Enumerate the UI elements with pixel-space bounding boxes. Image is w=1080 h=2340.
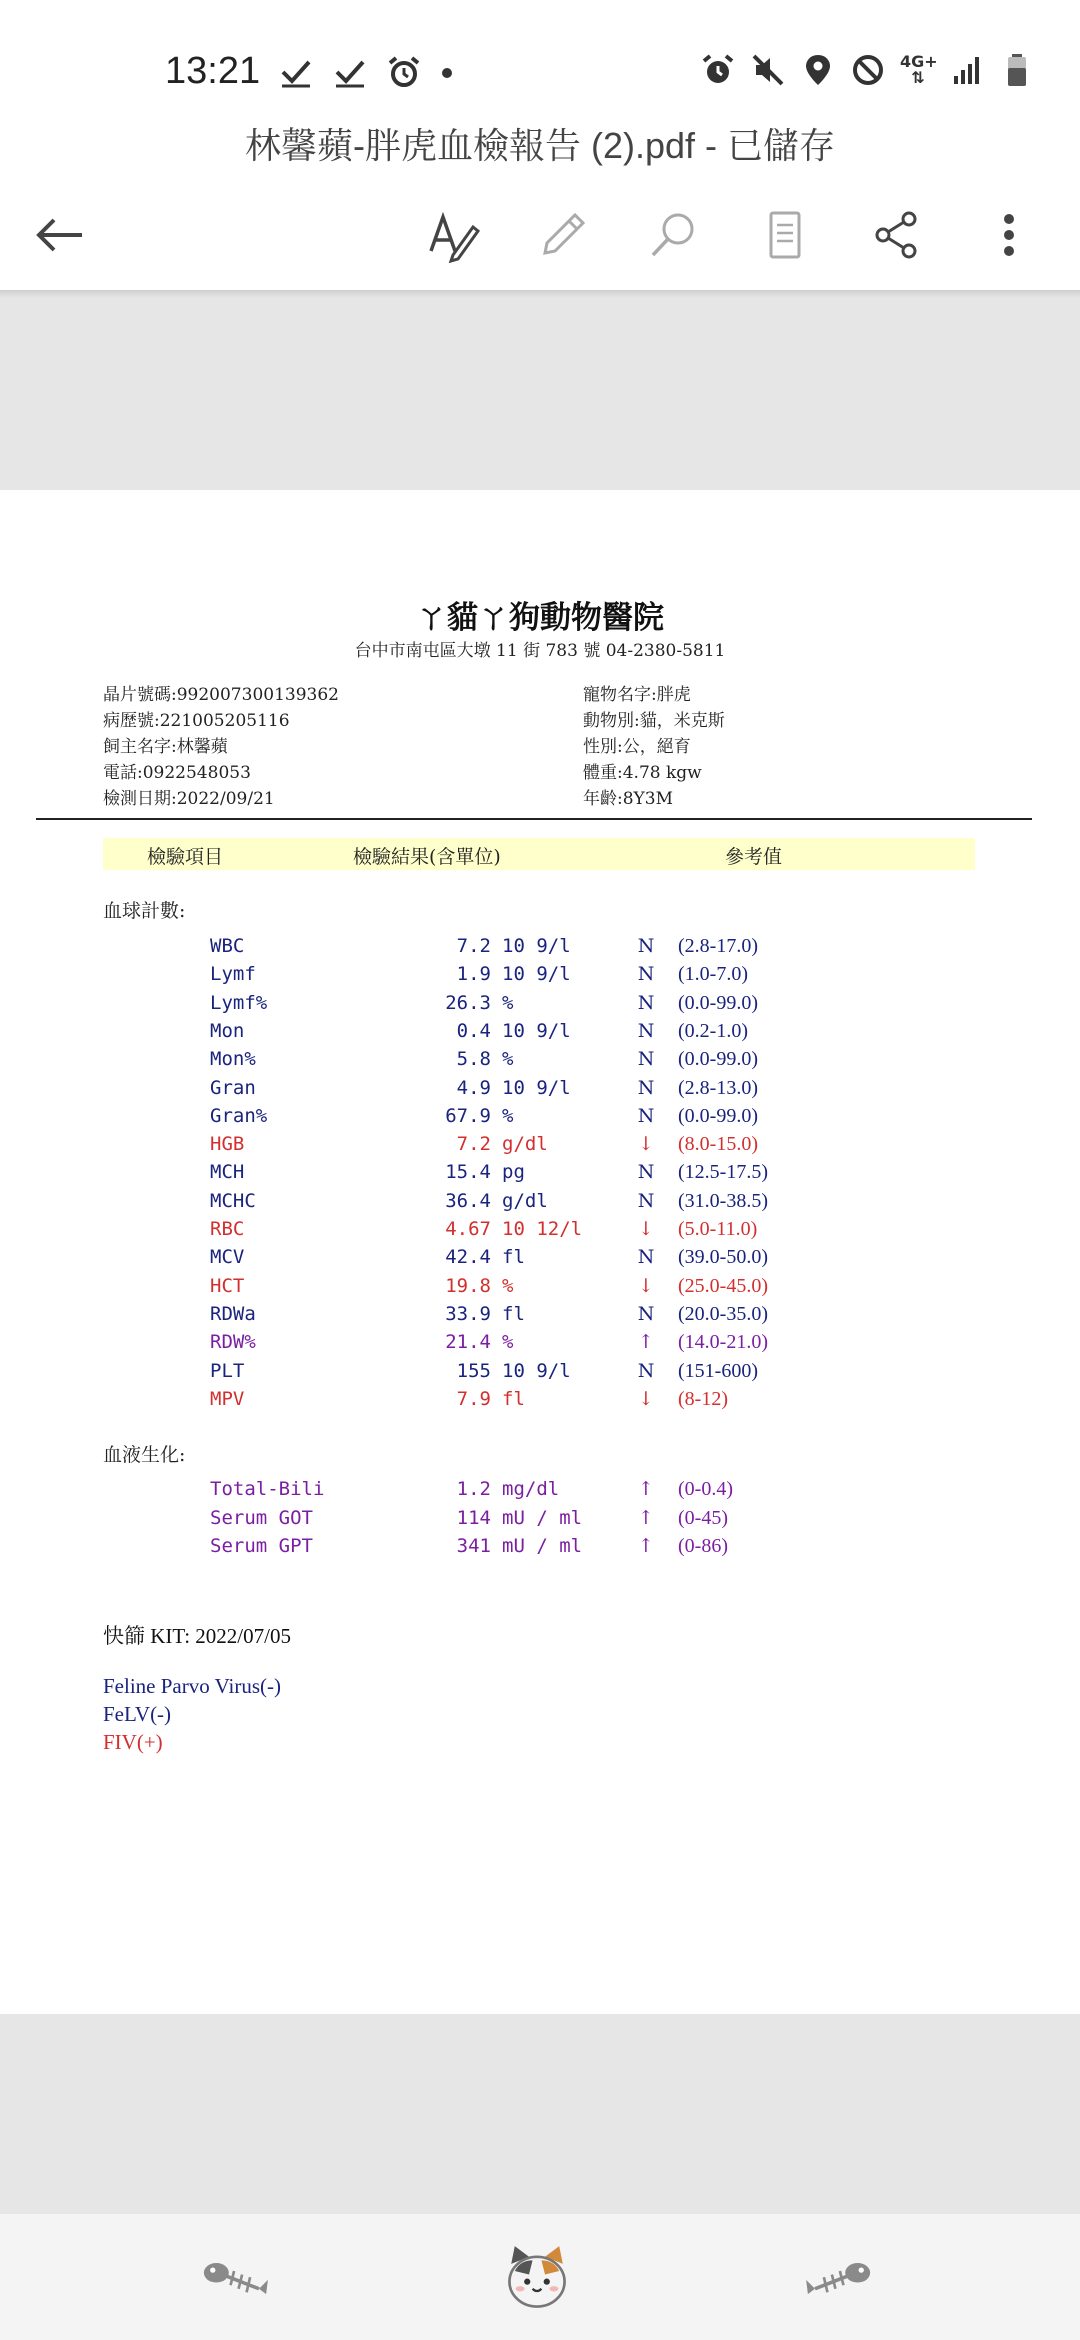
test-value: 15.4 bbox=[445, 1161, 491, 1184]
test-name: Total-Bili bbox=[210, 1478, 325, 1500]
network-4g-icon: 4G+ ⇅ bbox=[900, 52, 938, 87]
test-unit: 10 9/l bbox=[502, 935, 571, 957]
test-name: Lymf bbox=[210, 963, 256, 986]
result-row bbox=[0, 1105, 1080, 1133]
test-flag: N bbox=[637, 1104, 655, 1127]
test-name: RDWa bbox=[210, 1302, 256, 1325]
test-flag: N bbox=[637, 1302, 655, 1325]
clinic-name: ㄚ貓ㄚ狗動物醫院 bbox=[416, 600, 664, 636]
page-view-icon bbox=[757, 207, 813, 263]
reference-range: (5.0-11.0) bbox=[678, 1218, 758, 1240]
test-flag: N bbox=[637, 1048, 655, 1071]
toolbar bbox=[0, 180, 1080, 290]
rapid-test-block bbox=[103, 1620, 291, 1754]
test-value: 36.4 bbox=[445, 1189, 491, 1212]
test-flag: ↑ bbox=[638, 1478, 654, 1500]
record-number: 病歷號:221005205116 bbox=[103, 711, 290, 731]
nav-recents-button[interactable] bbox=[794, 2234, 884, 2324]
reference-range: (14.0-21.0) bbox=[678, 1331, 768, 1354]
test-value: 7.2 bbox=[456, 1133, 491, 1156]
text-annotate-icon bbox=[425, 207, 481, 263]
result-row bbox=[0, 1535, 1080, 1563]
species: 動物別:貓，米克斯 bbox=[583, 711, 725, 731]
result-row bbox=[0, 1161, 1080, 1189]
test-unit: % bbox=[502, 1048, 514, 1071]
test-value: 114 bbox=[456, 1506, 491, 1529]
mute-icon bbox=[750, 52, 786, 88]
test-name: Gran% bbox=[210, 1104, 268, 1127]
result-row bbox=[0, 935, 1080, 963]
result-row bbox=[0, 1275, 1080, 1303]
test-unit: mU / ml bbox=[502, 1506, 583, 1529]
test-flag: N bbox=[637, 1246, 655, 1269]
chip-number: 晶片號碼:992007300139362 bbox=[103, 685, 339, 705]
test-name: Serum GPT bbox=[210, 1535, 313, 1557]
reference-range: (20.0-35.0) bbox=[678, 1302, 768, 1325]
test-name: Mon bbox=[210, 1019, 245, 1042]
cat-face-icon bbox=[497, 2239, 577, 2319]
result-row bbox=[0, 1360, 1080, 1388]
rapid-test-result: Feline Parvo Virus(-) bbox=[103, 1674, 281, 1698]
reference-range: (0-0.4) bbox=[678, 1478, 733, 1500]
reference-range: (0.2-1.0) bbox=[678, 1019, 748, 1042]
pencil-icon bbox=[535, 207, 591, 263]
test-value: 341 bbox=[456, 1535, 491, 1557]
test-value: 1.9 bbox=[456, 963, 491, 986]
test-unit: mU / ml bbox=[502, 1535, 583, 1557]
reference-range: (8-12) bbox=[678, 1387, 728, 1410]
test-flag: ↓ bbox=[638, 1387, 654, 1410]
column-header-result: 檢驗結果(含單位) bbox=[353, 846, 501, 868]
reference-range: (31.0-38.5) bbox=[678, 1189, 768, 1212]
reference-range: (151-600) bbox=[678, 1359, 758, 1382]
weight: 體重:4.78 kgw bbox=[583, 763, 702, 783]
test-value: 4.9 bbox=[456, 1076, 491, 1099]
reference-range: (0.0-99.0) bbox=[678, 991, 758, 1014]
test-name: HGB bbox=[210, 1133, 245, 1156]
test-flag: N bbox=[637, 1189, 655, 1212]
result-row bbox=[0, 1218, 1080, 1246]
test-value: 7.2 bbox=[456, 935, 491, 957]
test-unit: % bbox=[502, 1331, 514, 1354]
search-button[interactable] bbox=[638, 200, 708, 270]
test-unit: 10 9/l bbox=[502, 963, 571, 986]
reference-range: (39.0-50.0) bbox=[678, 1246, 768, 1269]
test-name: MCV bbox=[210, 1246, 245, 1269]
page-view-button[interactable] bbox=[750, 200, 820, 270]
test-flag: ↓ bbox=[638, 1274, 654, 1297]
test-unit: 10 9/l bbox=[502, 1076, 571, 1099]
test-name: HCT bbox=[210, 1274, 245, 1297]
clinic-address: 台中市南屯區大墩 11 街 783 號 04-2380-5811 bbox=[354, 641, 726, 661]
test-flag: ↓ bbox=[638, 1218, 654, 1240]
patient-info-right bbox=[583, 682, 725, 812]
test-flag: N bbox=[637, 991, 655, 1014]
test-name: MCHC bbox=[210, 1189, 256, 1212]
test-unit: fl bbox=[502, 1246, 525, 1269]
patient-info-left bbox=[103, 682, 339, 812]
result-row bbox=[0, 992, 1080, 1020]
status-time: 13:21 bbox=[165, 50, 261, 92]
test-name: Serum GOT bbox=[210, 1506, 313, 1529]
test-value: 155 bbox=[456, 1359, 491, 1382]
test-value: 7.9 bbox=[456, 1387, 491, 1410]
result-row bbox=[0, 1478, 1080, 1506]
alarm-icon bbox=[386, 54, 422, 90]
test-value: 42.4 bbox=[445, 1246, 491, 1269]
dot-icon bbox=[440, 65, 454, 79]
system-icons bbox=[700, 52, 1036, 88]
test-flag: ↑ bbox=[638, 1535, 654, 1557]
result-row bbox=[0, 1048, 1080, 1076]
back-icon bbox=[32, 207, 88, 263]
reference-range: (25.0-45.0) bbox=[678, 1274, 768, 1297]
column-header-item: 檢驗項目 bbox=[147, 846, 224, 868]
test-flag: ↑ bbox=[638, 1331, 654, 1354]
test-flag: ↓ bbox=[638, 1133, 654, 1156]
test-unit: % bbox=[502, 991, 514, 1014]
file-title: 林馨蘋-胖虎血檢報告 (2).pdf - 已儲存 bbox=[244, 125, 836, 166]
checkmark-icon bbox=[332, 54, 368, 90]
test-name: WBC bbox=[210, 935, 245, 957]
more-options-button[interactable] bbox=[974, 200, 1044, 270]
test-value: 1.2 bbox=[456, 1478, 491, 1500]
signal-icon bbox=[950, 52, 986, 88]
test-unit: % bbox=[502, 1274, 514, 1297]
result-row bbox=[0, 1388, 1080, 1416]
test-unit: fl bbox=[502, 1387, 525, 1410]
result-row bbox=[0, 1507, 1080, 1535]
test-unit: fl bbox=[502, 1302, 525, 1325]
viewer-background-top bbox=[0, 290, 1080, 490]
test-date: 檢測日期:2022/09/21 bbox=[103, 789, 275, 809]
result-row bbox=[0, 1020, 1080, 1048]
phone: 電話:0922548053 bbox=[103, 763, 251, 783]
fish-bone-icon bbox=[195, 2239, 275, 2319]
reference-range: (0.0-99.0) bbox=[678, 1048, 758, 1071]
result-row bbox=[0, 1190, 1080, 1218]
reference-range: (2.8-13.0) bbox=[678, 1076, 758, 1099]
test-unit: g/dl bbox=[502, 1133, 548, 1156]
reference-range: (0.0-99.0) bbox=[678, 1104, 758, 1127]
test-unit: 10 9/l bbox=[502, 1359, 571, 1382]
test-flag: N bbox=[637, 935, 655, 957]
test-flag: N bbox=[637, 963, 655, 986]
notification-icons bbox=[278, 54, 454, 90]
test-value: 0.4 bbox=[456, 1019, 491, 1042]
test-flag: N bbox=[637, 1161, 655, 1184]
test-name: Lymf% bbox=[210, 991, 268, 1014]
test-unit: % bbox=[502, 1104, 514, 1127]
rapid-test-result: FIV(+) bbox=[103, 1730, 163, 1754]
share-button[interactable] bbox=[862, 200, 932, 270]
pencil-button[interactable] bbox=[528, 200, 598, 270]
test-value: 33.9 bbox=[445, 1302, 491, 1325]
reference-range: (1.0-7.0) bbox=[678, 963, 748, 986]
result-row bbox=[0, 1246, 1080, 1274]
toolbar-shadow bbox=[0, 290, 1080, 298]
status-bar bbox=[0, 0, 1080, 120]
test-value: 19.8 bbox=[445, 1274, 491, 1297]
chemistry-section-title: 血液生化: bbox=[103, 1444, 186, 1466]
test-value: 21.4 bbox=[445, 1331, 491, 1354]
text-annotate-button[interactable] bbox=[418, 200, 488, 270]
back-button[interactable] bbox=[25, 200, 95, 270]
cbc-section-title: 血球計數: bbox=[103, 900, 186, 922]
more-icon bbox=[981, 207, 1037, 263]
test-name: Gran bbox=[210, 1076, 256, 1099]
test-value: 5.8 bbox=[456, 1048, 491, 1071]
pdf-page[interactable] bbox=[0, 490, 1080, 2014]
fish-bone-icon bbox=[799, 2239, 879, 2319]
checkmark-icon bbox=[278, 54, 314, 90]
reference-range: (2.8-17.0) bbox=[678, 935, 758, 957]
header-divider bbox=[36, 818, 1032, 820]
age: 年齡:8Y3M bbox=[583, 789, 673, 809]
nav-back-button[interactable] bbox=[190, 2234, 280, 2324]
test-value: 67.9 bbox=[445, 1104, 491, 1127]
test-flag: N bbox=[637, 1076, 655, 1099]
pet-name: 寵物名字:胖虎 bbox=[583, 685, 691, 705]
test-unit: 10 9/l bbox=[502, 1019, 571, 1042]
test-flag: N bbox=[637, 1359, 655, 1382]
reference-range: (0-86) bbox=[678, 1535, 728, 1557]
alarm-icon bbox=[700, 52, 736, 88]
test-name: Mon% bbox=[210, 1048, 256, 1071]
test-name: MCH bbox=[210, 1161, 245, 1184]
sex: 性別:公，絕育 bbox=[583, 737, 691, 757]
reference-range: (12.5-17.5) bbox=[678, 1161, 768, 1184]
bottom-navigation bbox=[0, 2214, 1080, 2340]
nav-home-button[interactable] bbox=[492, 2234, 582, 2324]
location-icon bbox=[800, 52, 836, 88]
search-icon bbox=[645, 207, 701, 263]
test-unit: g/dl bbox=[502, 1189, 548, 1212]
reference-range: (8.0-15.0) bbox=[678, 1133, 758, 1156]
test-unit: mg/dl bbox=[502, 1478, 560, 1500]
column-header-reference: 參考值 bbox=[725, 846, 783, 868]
column-header bbox=[103, 838, 975, 870]
test-name: RDW% bbox=[210, 1331, 256, 1354]
result-row bbox=[0, 1331, 1080, 1359]
owner-name: 飼主名字:林馨蘋 bbox=[103, 737, 228, 757]
test-name: RBC bbox=[210, 1218, 245, 1240]
test-value: 26.3 bbox=[445, 991, 491, 1014]
test-name: MPV bbox=[210, 1387, 245, 1410]
test-name: PLT bbox=[210, 1359, 245, 1382]
test-flag: N bbox=[637, 1019, 655, 1042]
test-value: 4.67 bbox=[445, 1218, 491, 1240]
test-flag: ↑ bbox=[638, 1506, 654, 1529]
reference-range: (0-45) bbox=[678, 1506, 728, 1529]
result-row bbox=[0, 1133, 1080, 1161]
result-row bbox=[0, 1303, 1080, 1331]
viewer-background-bottom bbox=[0, 2014, 1080, 2214]
block-icon bbox=[850, 52, 886, 88]
test-unit: 10 12/l bbox=[502, 1218, 583, 1240]
rapid-test-result: FeLV(-) bbox=[103, 1702, 172, 1726]
battery-icon bbox=[1000, 52, 1036, 88]
result-row bbox=[0, 1077, 1080, 1105]
share-icon bbox=[869, 207, 925, 263]
test-unit: pg bbox=[502, 1161, 525, 1184]
result-row bbox=[0, 963, 1080, 991]
rapid-test-title: 快篩 KIT: 2022/07/05 bbox=[103, 1624, 291, 1648]
